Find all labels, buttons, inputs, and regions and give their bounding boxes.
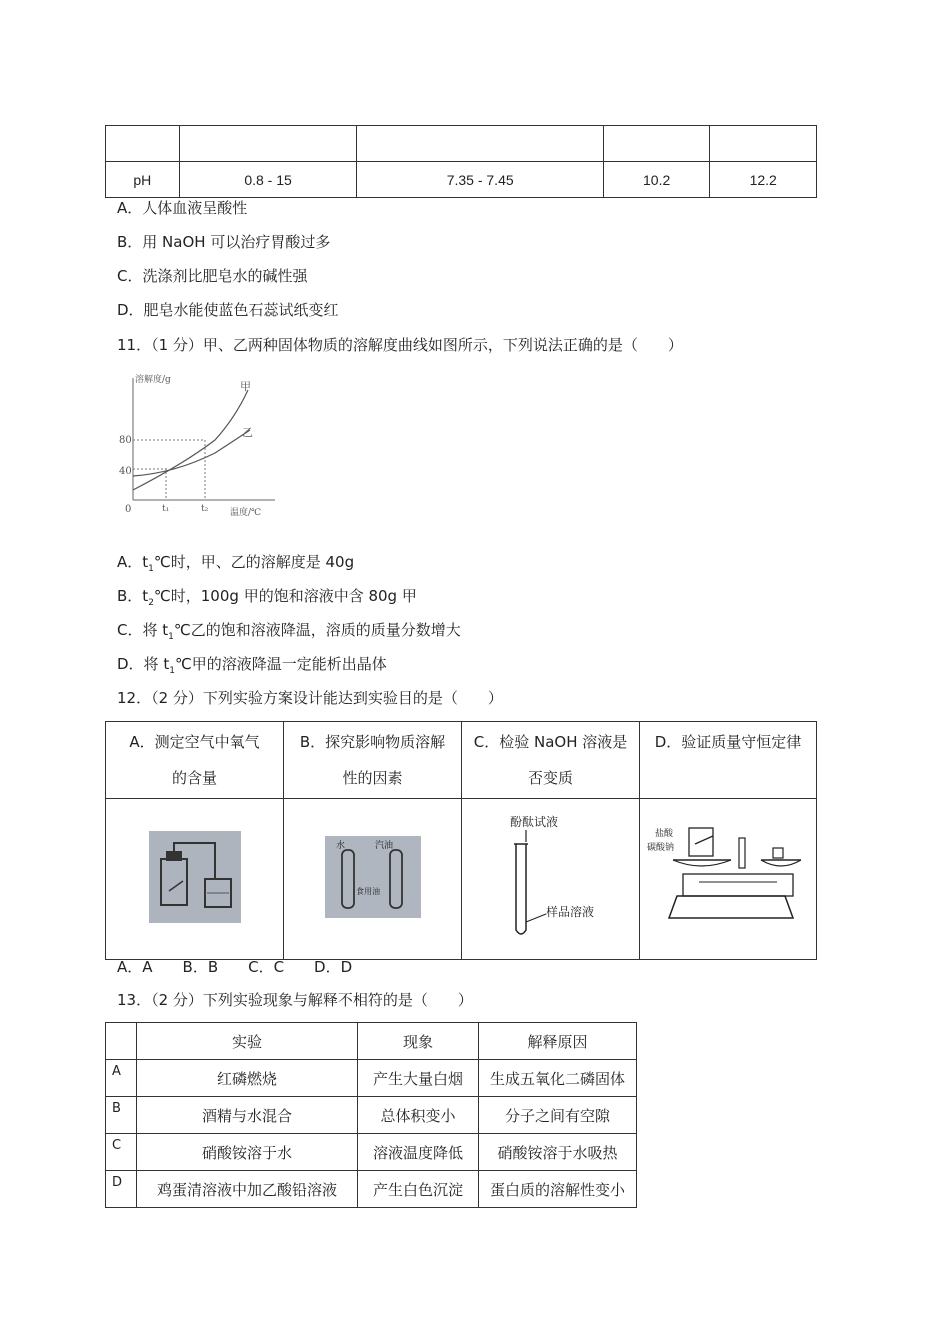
svg-text:食用油: 食用油	[355, 887, 380, 896]
q12-image-d-cell	[640, 799, 817, 960]
table-cell: 鸡蛋清溶液中加乙酸铅溶液	[137, 1171, 358, 1208]
q13-stem: 13．（2 分）下列实验现象与解释不相符的是（ ）	[117, 991, 473, 1009]
table-cell: 分子之间有空隙	[479, 1097, 637, 1134]
table-header: 现象	[358, 1023, 479, 1060]
table-row	[106, 1097, 637, 1134]
q12-image-a-cell	[106, 799, 284, 960]
table-row	[106, 799, 817, 960]
table-cell: 总体积变小	[358, 1097, 479, 1134]
q11-stem: 11．（1 分）甲、乙两种固体物质的溶解度曲线如图所示，下列说法正确的是（ ）	[117, 336, 683, 354]
apparatus-c-image	[496, 812, 606, 942]
table-row	[106, 162, 817, 198]
q12-image-b-cell	[284, 799, 462, 960]
origin-label: 0	[125, 504, 132, 515]
table-row	[106, 1134, 637, 1171]
table-cell	[106, 126, 180, 162]
table-cell	[179, 126, 357, 162]
apparatus-d-image	[643, 822, 813, 932]
q10-option-b: B．用 NaOH 可以治疗胃酸过多	[117, 233, 331, 251]
q12-stem: 12．（2 分）下列实验方案设计能达到实验目的是（ ）	[117, 689, 503, 707]
table-cell	[603, 126, 710, 162]
table-cell: 红磷燃烧	[137, 1060, 358, 1097]
svg-text:汽油: 汽油	[374, 841, 393, 851]
q10-option-a: A．人体血液呈酸性	[117, 199, 248, 217]
table-cell: 产生白色沉淀	[358, 1171, 479, 1208]
q12-image-c-cell	[462, 799, 640, 960]
table-cell: 0.8 - 15	[179, 162, 357, 198]
table-header: 解释原因	[479, 1023, 637, 1060]
x-axis-label: 温度/℃	[230, 508, 262, 518]
table-row	[106, 126, 817, 162]
q12-col-a: A．测定空气中氧气 的含量	[106, 722, 284, 799]
table-cell: 10.2	[603, 162, 710, 198]
table-cell: 12.2	[710, 162, 817, 198]
q10-option-d: D．肥皂水能使蓝色石蕊试纸变红	[117, 301, 339, 319]
table-row	[106, 1023, 637, 1060]
table-cell: 7.35 - 7.45	[357, 162, 603, 198]
table-cell: 硝酸铵溶于水	[137, 1134, 358, 1171]
table-header: 实验	[137, 1023, 358, 1060]
row-label: A	[106, 1060, 137, 1097]
row-label: C	[106, 1134, 137, 1171]
table-header	[106, 1023, 137, 1060]
q12-col-b: B．探究影响物质溶解 性的因素	[284, 722, 462, 799]
q11-option-c: C．将 $t_1℃$乙的饱和溶液降温，溶质的质量分数增大	[117, 621, 461, 642]
y-axis-label: 溶解度/g	[135, 375, 171, 385]
svg-text:酚酞试液: 酚酞试液	[509, 815, 558, 829]
y-tick-80: 80	[119, 435, 132, 446]
apparatus-a-image	[149, 831, 241, 923]
q10-option-c: C．洗涤剂比肥皂水的碱性强	[117, 267, 308, 285]
table-row	[106, 1060, 637, 1097]
table-cell: 生成五氧化二磷固体	[479, 1060, 637, 1097]
q12-col-c: C．检验 NaOH 溶液是 否变质	[462, 722, 640, 799]
q13-table	[105, 1022, 637, 1208]
y-tick-40: 40	[119, 466, 132, 477]
table-cell	[710, 126, 817, 162]
q12-col-d: D．验证质量守恒定律	[640, 722, 817, 799]
solubility-graph	[115, 368, 280, 523]
svg-text:样品溶液: 样品溶液	[545, 905, 594, 919]
table-row	[106, 1171, 637, 1208]
q12-options: A．A B．B C．C D．D	[117, 958, 353, 976]
table-cell: pH	[106, 162, 180, 198]
svg-text:水: 水	[335, 841, 345, 851]
table-cell: 产生大量白烟	[358, 1060, 479, 1097]
q11-option-b: B．$t_2℃$时，100g 甲的饱和溶液中含 80g 甲	[117, 587, 417, 608]
ph-table	[105, 125, 817, 198]
x-tick-t2: t₂	[201, 504, 209, 514]
curve-jia-label: 甲	[240, 380, 251, 393]
q11-option-d: D．将 $t_1℃$甲的溶液降温一定能析出晶体	[117, 655, 387, 676]
table-row	[106, 722, 817, 799]
table-cell: 硝酸铵溶于水吸热	[479, 1134, 637, 1171]
q11-option-a: A．$t_1℃$时，甲、乙的溶解度是 40g	[117, 553, 355, 574]
apparatus-b-image	[325, 836, 421, 918]
curve-yi-label: 乙	[242, 426, 253, 439]
x-tick-t1: t₁	[162, 504, 170, 514]
row-label: D	[106, 1171, 137, 1208]
table-cell: 溶液温度降低	[358, 1134, 479, 1171]
table-cell	[357, 126, 603, 162]
svg-text:盐酸: 盐酸	[655, 829, 674, 839]
q12-table	[105, 721, 817, 960]
row-label: B	[106, 1097, 137, 1134]
table-cell: 酒精与水混合	[137, 1097, 358, 1134]
svg-text:碳酸钠: 碳酸钠	[647, 843, 675, 853]
table-cell: 蛋白质的溶解性变小	[479, 1171, 637, 1208]
